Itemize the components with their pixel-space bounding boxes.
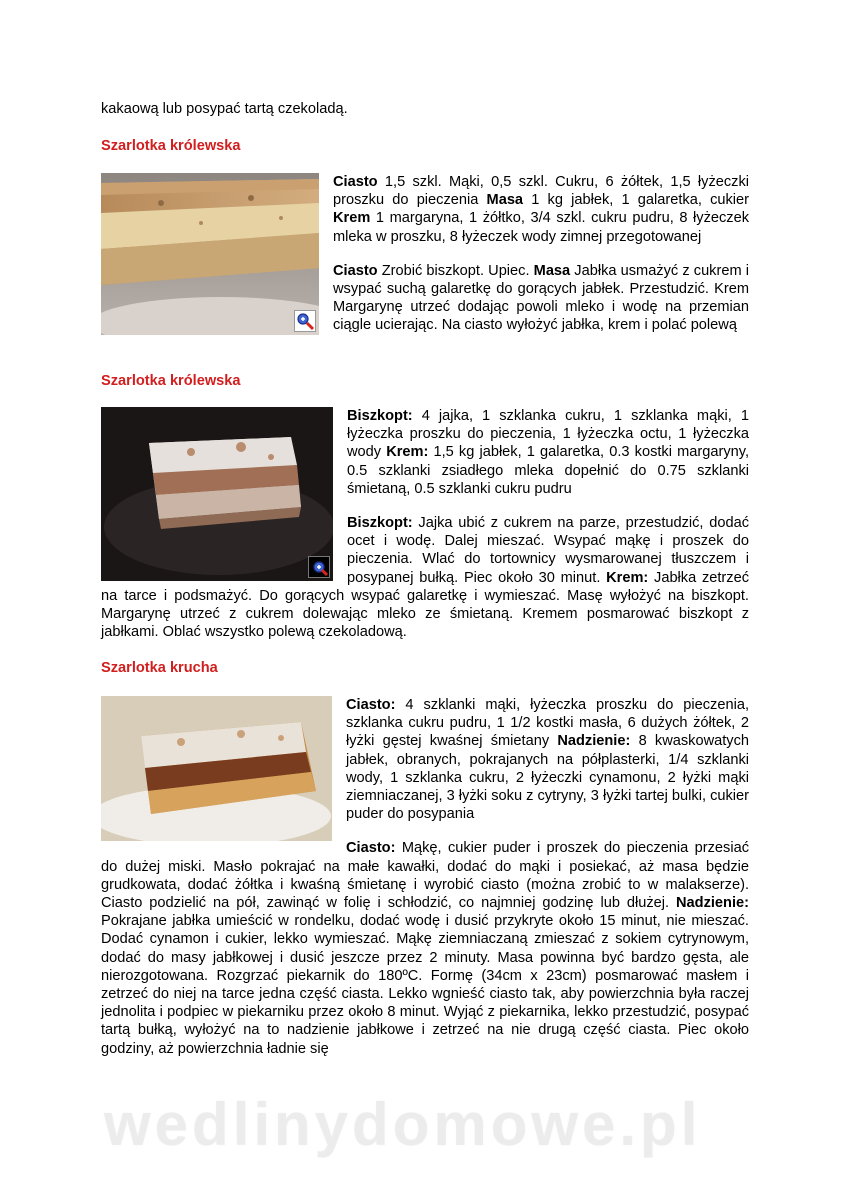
recipe-title: Szarlotka krucha [101, 660, 218, 676]
lead-paragraph: kakaową lub posypać tartą czekoladą. [101, 101, 348, 117]
recipe-title: Szarlotka królewska [101, 138, 241, 154]
preparation-paragraph: Biszkopt: Jajka ubić z cukrem na parze, przestudzić, dodać ocet i wodę. Dalej mieszać. Wsypać mąkę i proszek do pieczenia. Wlać do tortownicy wysmarowanej tłuszczem i posypanej bułką. Piec około 30 minut. Krem: Jabłka zetrzeć na tarce i podsmażyć. Do gorących wsypać galaretkę i wymieszać. Masę wyłożyć na biszkopt. Margarynę utrzeć z cukrem dolewając mleko ze śmietaną. Kremem posmarować biszkopt z jabłkami. Oblać wszystko polewą czekoladową. [101, 515, 749, 641]
zoom-icon[interactable] [308, 556, 330, 578]
ingredients-paragraph: Ciasto 1,5 szkl. Mąki, 0,5 szkl. Cukru, 6 żółtek, 1,5 łyżeczki proszku do pieczenia Masa 1 kg jabłek, 1 galaretka, cukier Krem 1 margaryna, 1 żółtko, 3/4 szkl. cukru pudru, 8 łyżeczek mleka w proszku, 8 łyżeczek wody zimnej przegotowanej [333, 174, 750, 245]
zoom-icon[interactable] [294, 310, 316, 332]
recipe-body [101, 173, 749, 335]
recipe-body [101, 407, 749, 641]
layered-cake-image [101, 407, 333, 581]
crumble-cake-image [101, 696, 332, 841]
apple-cake-image [101, 173, 319, 335]
preparation-paragraph: Ciasto: Mąkę, cukier puder i proszek do pieczenia przesiać do dużej miski. Masło pokrajać na małe kawałki, dodać do mąki i posiekać, aż masa będzie grudkowata, dodać żółtka i kwaśną śmietanę i wyrobić ciasto (można zrobić to w malakserze). Ciasto podzielić na pół, zawinąć w folię i schłodzić, co najmniej godzinę lub dłużej. Nadzienie: Pokrajane jabłka umieścić w rondelku, dodać wodę i dusić przykryte około 15 minut, nie mieszać. Dodać cynamon i cukier, lekko wymieszać. Mąkę ziemniaczaną zmieszać z sokiem cytrynowym, dodać do masy jabłkowej i dusić jeszcze przez 2 minuty. Masa powinna być bardzo gęsta, ale nierozgotowana. Rozgrzać piekarnik do 180ºC. Formę (34cm x 23cm) posmarować masłem i zetrzeć do niej na tarce jedna część ciasta. Lekko wgnieść ciasto tak, aby powierzchnia była raczej jednolita i podpiec w piekarniku przez około 8 minut. Wyjąć z piekarnika, lekko przestudzić, posypać tartą bułką, wyłożyć na to nadzienie jabłkowe i zetrzeć na nie drugą część ciasta. Piec około godziny, aż powierzchnia ładnie się [101, 840, 749, 1057]
label-ciasto: Ciasto [333, 174, 378, 190]
watermark-text: wedlinydomowe.pl [104, 1091, 702, 1158]
label-krem: Krem [333, 210, 371, 227]
recipe-photo [101, 696, 332, 841]
ingredients-paragraph: Biszkopt: 4 jajka, 1 szklanka cukru, 1 szklanka mąki, 1 łyżeczka proszku do pieczenia, 1 łyżeczka octu, 1 łyżeczka wody Krem: 1,5 kg jabłek, 1 galaretka, 0.3 kostki margaryny, 0.5 szklanki zsiadłego mleka dopełnić do 0.75 szklanki śmietaną, 0.5 szklanki cukru pudru [347, 408, 749, 497]
ingredients-paragraph: Ciasto: 4 szklanki mąki, łyżeczka proszku do pieczenia, szklanka cukru pudru, 1 1/2 kostki masła, 6 dużych żółtek, 2 łyżki gęstej kwaśnej śmietany Nadzienie: 8 kwaskowatych jabłek, obranych, pokrajanych na półplasterki, 1/4 szklanki wody, 1 szklanka cukru, 2 łyżeczki cynamonu, 2 łyżki mąki ziemniaczanej, 3 łyżki soku z cytryny, 3 łyżki tartej bulki, cukier puder do posypania [346, 697, 749, 823]
label-masa: Masa [486, 192, 524, 209]
recipe-photo [101, 173, 319, 335]
recipe-photo [101, 407, 333, 581]
preparation-paragraph: Ciasto Zrobić biszkopt. Upiec. Masa Jabłka usmażyć z cukrem i wsypać suchą galaretkę do gorących jabłek. Przestudzić. Krem Margarynę utrzeć dodając powoli mleko i wodę na przemian ciągle ucierając. Na ciasto wyłożyć jabłka, krem i polać polewą [333, 262, 749, 334]
recipe-title: Szarlotka królewska [101, 373, 241, 389]
recipe-body [101, 696, 749, 1058]
